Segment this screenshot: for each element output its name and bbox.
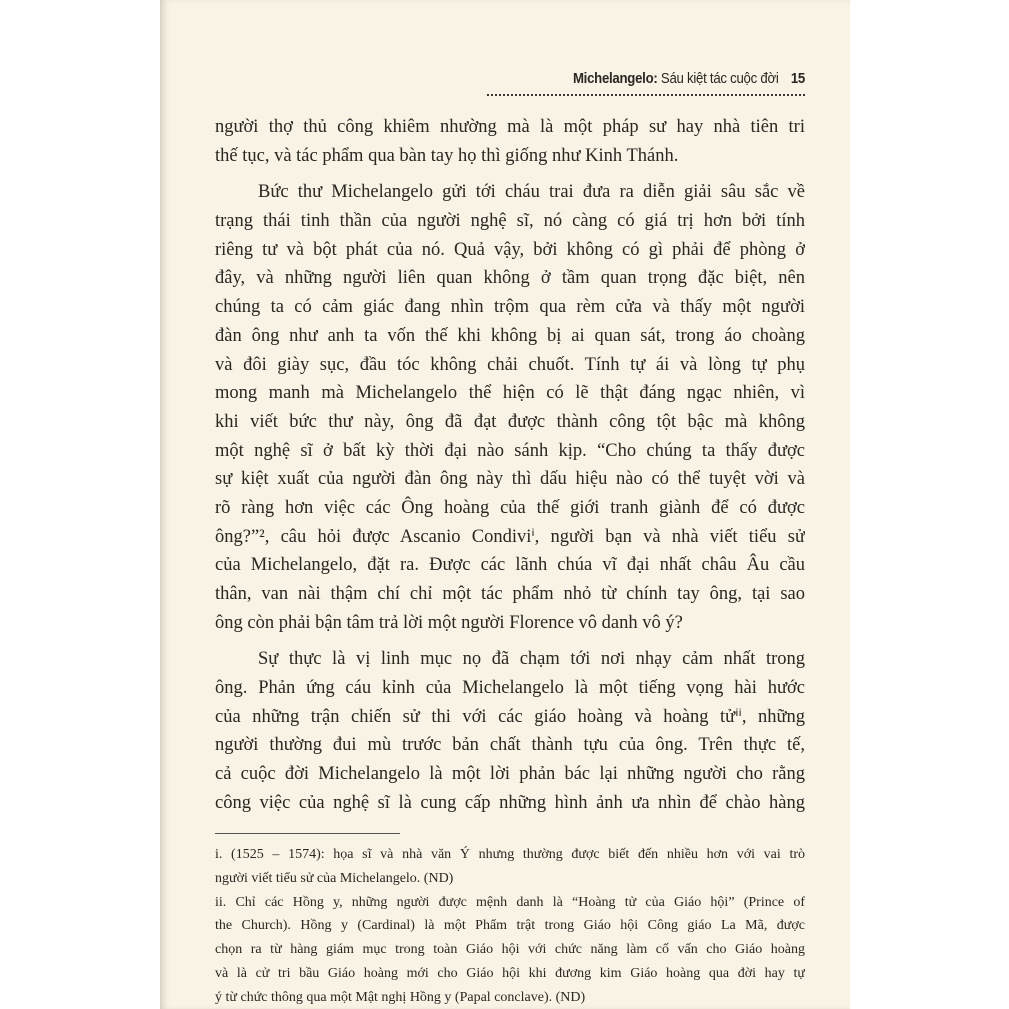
- header-title: Sáu kiệt tác cuộc đời: [657, 70, 779, 87]
- text-line: sự kiệt xuất của người đàn ông này thì dấu hiệu nào có thể tuyệt vời và: [215, 469, 805, 490]
- text-line: đây, và những người liên quan không ở tầm quan trọng đặc biệt, nên: [215, 268, 805, 289]
- paragraph-gap: [215, 170, 805, 178]
- text-line: Sự thực là vị linh mục nọ đã chạm tới nơi nhạy cảm nhất trong: [258, 649, 805, 670]
- book-page: [160, 0, 850, 1009]
- text-line: ông?”², câu hỏi được Ascanio Condiviⁱ, người bạn và nhà viết tiểu sử: [215, 526, 805, 547]
- text-line: ông còn phải bận tâm trả lời một người Florence vô danh vô ý?: [215, 612, 683, 633]
- text-line: đàn ông như anh ta vốn thế khi không bị ai quan sát, trong áo choàng: [215, 325, 805, 346]
- footnote-line: ii. Chỉ các Hồng y, những người được mệnh danh là “Hoàng tử của Giáo hội” (Prince of: [215, 894, 805, 910]
- header-title-bold: Michelangelo:: [572, 70, 658, 87]
- text-line: rõ ràng hơn việc các Ông hoàng của thế giới tranh giành để có được: [215, 497, 805, 518]
- text-line: công việc của nghệ sĩ là cung cấp những hình ảnh ưa nhìn để chào hàng: [215, 792, 805, 813]
- text-line: chúng ta có cảm giác đang nhìn trộm qua rèm cửa và thấy một người: [215, 297, 805, 318]
- header-dotted-rule: [487, 94, 805, 96]
- text-line: thân, van nài thậm chí chỉ một tác phẩm nhỏ từ chính tay ông, tại sao: [215, 584, 805, 604]
- text-line: người thợ thủ công khiêm nhường mà là một pháp sư hay nhà tiên tri: [215, 117, 805, 137]
- text-line: của Michelangelo, đặt ra. Được các lãnh chúa vĩ đại nhất châu Âu cầu: [215, 555, 805, 576]
- text-line: người thường đui mù trước bản chất thành tựu của ông. Trên thực tế,: [215, 735, 805, 756]
- text-line: thế tục, và tác phẩm qua bàn tay họ thì giống như Kinh Thánh.: [215, 145, 679, 166]
- page-number: 15: [790, 70, 805, 87]
- text-line: trạng thái tinh thần của người nghệ sĩ, nó càng có giá trị hơn bởi tính: [215, 211, 805, 232]
- footnote-line: chọn ra từ hàng giám mục trong toàn Giáo hội với chức năng làm cố vấn cho Giáo hoàng: [215, 942, 805, 958]
- footnote-line: ý từ chức thông qua một Mật nghị Hồng y (Papal conclave). (ND): [215, 989, 586, 1005]
- text-line: Bức thư Michelangelo gửi tới cháu trai đưa ra diễn giải sâu sắc về: [258, 182, 805, 203]
- footnote-line: the Church). Hồng y (Cardinal) là một Phẩm trật trong Giáo hội Công giáo La Mã, được: [215, 918, 805, 934]
- text-line: cả cuộc đời Michelangelo là một lời phản bác lại những người cho rằng: [215, 764, 805, 785]
- text-line: khi viết bức thư này, ông đã đạt được thành công tột bậc mà không: [215, 411, 805, 432]
- text-line: của những trận chiến sử thi với các giáo hoàng và hoàng tửⁱⁱ, những: [215, 706, 805, 727]
- text-line: một nghệ sĩ ở bất kỳ thời đại nào sánh kịp. “Cho chúng ta thấy được: [215, 440, 805, 461]
- text-line: mong manh mà Michelangelo thể hiện có lẽ thật đáng ngạc nhiên, vì: [215, 383, 805, 404]
- footnote-line: i. (1525 – 1574): họa sĩ và nhà văn Ý nhưng thường được biết đến nhiều hơn với vai trò: [215, 847, 805, 862]
- footnote-line: người viết tiểu sử của Michelangelo. (ND): [215, 870, 454, 886]
- text-line: và đôi giày sục, đầu tóc không chải chuốt. Tính tự ái và lòng tự phụ: [215, 354, 805, 375]
- text-line: ông. Phản ứng cáu kỉnh của Michelangelo là một tiếng vọng hài hước: [215, 678, 805, 699]
- body-text: [215, 113, 805, 818]
- text-line: riêng tư và bột phát của nó. Quả vậy, bởi không có gì phải để phòng ở: [215, 239, 805, 260]
- paragraph-gap: [215, 637, 805, 645]
- footnote-line: và là cử tri bầu Giáo hoàng mới cho Giáo hội khi đương kim Giáo hoàng qua đời hay tự: [215, 965, 805, 981]
- footnote-rule: [215, 833, 400, 834]
- running-header: [525, 70, 805, 87]
- footnotes: [215, 843, 805, 1009]
